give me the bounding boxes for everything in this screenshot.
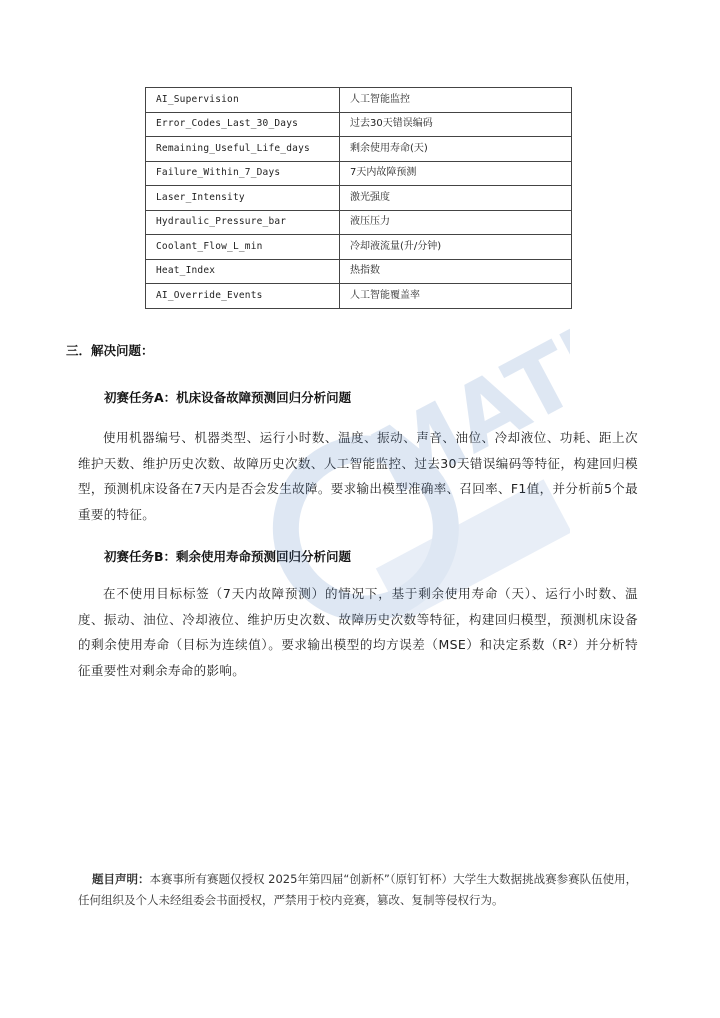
watermark-text: MATH: [355, 305, 570, 516]
field-meaning-cell: 人工智能监控: [340, 88, 572, 113]
table-row: [146, 112, 572, 137]
statement-label: 题目声明：: [92, 872, 150, 886]
table-row: [146, 137, 572, 162]
field-name-cell: Failure_Within_7_Days: [146, 161, 340, 186]
field-name-cell: AI_Override_Events: [146, 284, 340, 309]
field-meaning-cell: 人工智能覆盖率: [340, 284, 572, 309]
field-name-cell: Error_Codes_Last_30_Days: [146, 112, 340, 137]
field-name-cell: Coolant_Flow_L_min: [146, 235, 340, 260]
table-row: [146, 235, 572, 260]
copyright-statement: [78, 869, 638, 911]
task-a-title: 初赛任务A：机床设备故障预测回归分析问题: [104, 390, 352, 405]
task-a-body: 使用机器编号、机器类型、运行小时数、温度、振动、声音、油位、冷却液位、功耗、距上次维护天数、维护历史次数、故障历史次数、人工智能监控、过去30天错误编码等特征，构建回归模型，预测机床设备在7天内是否会发生故障。要求输出模型准确率、召回率、F1值，并分析前5个最重要的特征。: [78, 430, 638, 522]
field-meaning-cell: 7天内故障预测: [340, 161, 572, 186]
field-meaning-cell: 冷却液流量(升/分钟): [340, 235, 572, 260]
task-a-paragraph: [78, 425, 638, 527]
statement-text: 本赛事所有赛题仅授权 2025年第四届“创新杯”（原钉钉杯）大学生大数据挑战赛参赛队伍使用，任何组织及个人未经组委会书面授权，严禁用于校内竞赛，篡改、复制等侵权行为。: [78, 872, 638, 907]
table-row: [146, 161, 572, 186]
field-meaning-cell: 激光强度: [340, 186, 572, 211]
table-row: [146, 186, 572, 211]
field-name-cell: Heat_Index: [146, 259, 340, 284]
field-definition-table: [145, 87, 572, 309]
field-meaning-cell: 液压压力: [340, 210, 572, 235]
table-row: [146, 284, 572, 309]
task-b-paragraph: [78, 581, 638, 683]
field-name-cell: AI_Supervision: [146, 88, 340, 113]
field-name-cell: Hydraulic_Pressure_bar: [146, 210, 340, 235]
task-b-title: 初赛任务B：剩余使用寿命预测回归分析问题: [104, 549, 352, 564]
table-row: [146, 259, 572, 284]
field-meaning-cell: 过去30天错误编码: [340, 112, 572, 137]
field-meaning-cell: 剩余使用寿命(天): [340, 137, 572, 162]
field-name-cell: Remaining_Useful_Life_days: [146, 137, 340, 162]
field-meaning-cell: 热指数: [340, 259, 572, 284]
table-row: [146, 88, 572, 113]
section-heading: 三．解决问题：: [66, 343, 154, 358]
task-b-body: 在不使用目标标签（7天内故障预测）的情况下，基于剩余使用寿命（天）、运行小时数、温度、振动、油位、冷却液位、维护历史次数、故障历史次数等特征，构建回归模型，预测机床设备的剩余使用寿命（目标为连续值）。要求输出模型的均方误差（MSE）和决定系数（R²）并分析特征重要性对剩余寿命的影响。: [78, 586, 638, 678]
table-row: [146, 210, 572, 235]
field-name-cell: Laser_Intensity: [146, 186, 340, 211]
